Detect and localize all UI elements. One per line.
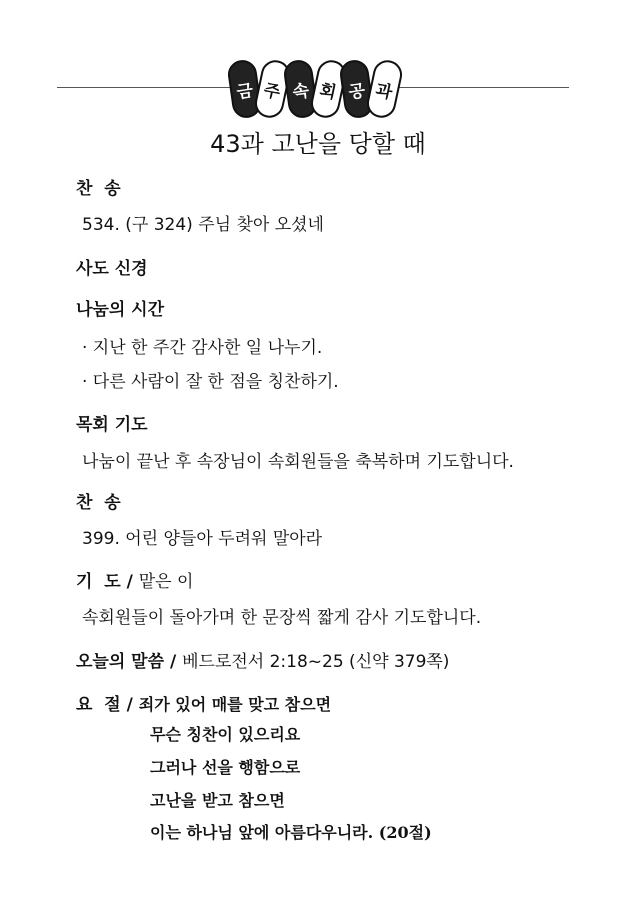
key-verse-line-5: 이는 하나님 앞에 아름다우니라. (20절) — [150, 823, 432, 842]
logo-char-1: 금 — [226, 58, 263, 119]
key-verse-line-2: 무슨 칭찬이 있으리요 — [150, 725, 301, 744]
key-verse-separator: / — [126, 695, 133, 715]
page-title: 43과 고난을 당할 때 — [210, 130, 426, 158]
section-heading-creed: 사도 신경 — [76, 259, 148, 279]
logo-char-2: 주 — [252, 58, 292, 121]
sharing-item-1: · 지난 한 주간 감사한 일 나누기. — [82, 338, 323, 358]
hymn-heading-label: 찬 송 — [76, 179, 121, 199]
sharing-item-2: · 다른 사람이 잘 한 점을 칭찬하기. — [82, 372, 339, 392]
section-heading-todays-word — [76, 647, 449, 672]
section-heading-prayer — [76, 567, 193, 592]
logo-char-6: 과 — [364, 58, 404, 121]
key-verse-line-3: 그러나 선을 행함으로 — [150, 758, 301, 777]
prayer-leader: 맡은 이 — [138, 572, 194, 592]
section-heading-sharing: 나눔의 시간 — [76, 300, 165, 320]
pastoral-prayer-text: 나눔이 끝난 후 속장님이 속회원들을 축복하며 기도합니다. — [82, 452, 514, 472]
section-heading-key-verse — [76, 690, 331, 715]
key-verse-heading-label: 요 절 — [76, 695, 121, 715]
key-verse-line-1: 죄가 있어 매를 맞고 참으면 — [138, 695, 332, 714]
todays-word-separator: / — [169, 652, 177, 672]
section-heading-pastoral-prayer: 목회 기도 — [76, 415, 148, 435]
prayer-heading-label: 기 도 — [76, 572, 121, 592]
prayer-text: 속회원들이 돌아가며 한 문장씩 짧게 감사 기도합니다. — [82, 608, 482, 628]
todays-word-reference: 베드로전서 2:18~25 (신약 379쪽) — [182, 652, 450, 672]
hymn-text: 534. (구 324) 주님 찾아 오셨네 — [82, 215, 324, 235]
logo-char-4: 회 — [308, 58, 348, 121]
section-heading-hymn-2 — [76, 488, 121, 513]
prayer-separator: / — [126, 572, 133, 592]
logo-char-5: 공 — [338, 58, 375, 119]
key-verse-line-4: 고난을 받고 참으면 — [150, 791, 285, 810]
logo — [230, 60, 406, 118]
hymn2-heading-label: 찬 송 — [76, 493, 121, 513]
logo-char-3: 속 — [282, 58, 319, 119]
todays-word-heading-label: 오늘의 말씀 — [76, 652, 165, 672]
hymn-2-text: 399. 어린 양들아 두려워 말아라 — [82, 529, 323, 549]
section-heading-hymn — [76, 174, 121, 199]
